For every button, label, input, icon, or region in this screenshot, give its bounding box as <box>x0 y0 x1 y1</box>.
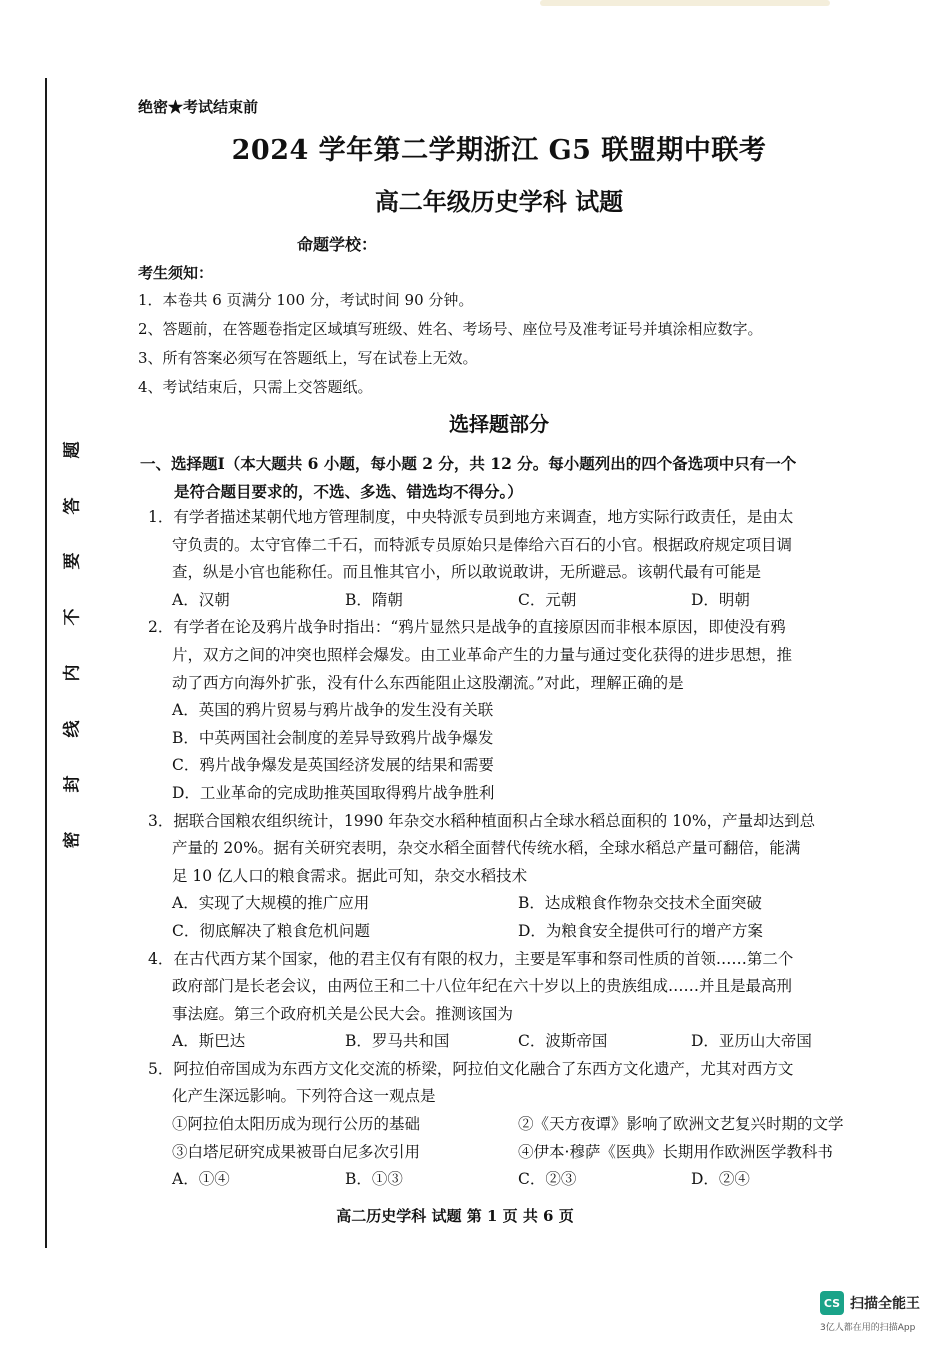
question-stem: 2．有学者在论及鸦片战争时指出：“鸦片显然只是战争的直接原因而非根本原因，即使没有鸦 <box>148 618 786 637</box>
part-heading <box>140 450 870 506</box>
options-row <box>148 890 864 918</box>
secret-label: 绝密★考试结束前 <box>138 98 259 116</box>
option-b: B．隋朝 <box>345 590 403 609</box>
option-d: D．工业革命的完成助推英国取得鸦片战争胜利 <box>172 783 495 802</box>
question-stem: 片，双方之间的冲突也照样会爆发。由工业革命产生的力量与通过变化获得的进步思想，推 <box>172 645 793 664</box>
option-d: D．明朝 <box>691 590 750 609</box>
part-heading-line: 一、选择题Ⅰ（本大题共 6 小题，每小题 2 分，共 12 分。每小题列出的四个备选项中只有一个 <box>140 454 797 473</box>
binding-char: 内 <box>62 664 82 682</box>
options-row <box>148 587 864 615</box>
option-b: B．达成粮食作物杂交技术全面突破 <box>518 894 762 913</box>
camscanner-watermark <box>820 1291 920 1315</box>
statement-2: ②《天方夜谭》影响了欧洲文艺复兴时期的文学 <box>518 1115 844 1134</box>
binding-notice <box>58 440 86 850</box>
exam-subtitle: 高二年级历史学科 试题 <box>374 187 624 216</box>
question-1 <box>148 504 864 614</box>
question-4 <box>148 946 864 1056</box>
binding-line <box>45 78 47 1248</box>
question-stem: 4．在古代西方某个国家，他的君主仅有有限的权力，主要是军事和祭司性质的首领……第二个 <box>148 949 794 968</box>
question-2 <box>148 614 864 807</box>
option-c: C．元朝 <box>518 590 577 609</box>
option-b: B．中英两国社会制度的差异导致鸦片战争爆发 <box>172 728 494 747</box>
option-c: C．鸦片战争爆发是英国经济发展的结果和需要 <box>172 756 494 775</box>
notice-list <box>138 286 898 402</box>
question-stem: 政府部门是长老会议，由两位王和二十八位年纪在六十岁以上的贵族组成……并且是最高刑 <box>172 977 793 996</box>
option-c: C．波斯帝国 <box>518 1032 608 1051</box>
school-label: 命题学校： <box>297 235 378 254</box>
option-a: A．①④ <box>172 1170 230 1189</box>
question-stem: 查，纵是小官也能称任。而且惟其官小，所以敢说敢讲，无所避忌。该朝代最有可能是 <box>172 563 762 582</box>
binding-char: 题 <box>62 441 82 459</box>
option-a: A．实现了大规模的推广应用 <box>172 894 370 913</box>
notice-item: 2、答题前，在答题卷指定区域填写班级、姓名、考场号、座位号及准考证号并填涂相应数字。 <box>138 320 763 338</box>
exam-title: 2024 学年第二学期浙江 G5 联盟期中联考 <box>231 135 767 166</box>
part-heading-line: 是符合题目要求的，不选、多选、错选均不得分。） <box>174 482 523 501</box>
question-stem: 化产生深远影响。下列符合这一观点是 <box>172 1087 436 1106</box>
question-3 <box>148 808 864 946</box>
option-c: C．②③ <box>518 1170 577 1189</box>
option-a: A．汉朝 <box>172 590 230 609</box>
page-footer: 高二历史学科 试题 第 1 页 共 6 页 <box>336 1207 574 1225</box>
option-c: C．彻底解决了粮食危机问题 <box>172 921 370 940</box>
binding-char: 要 <box>62 552 82 570</box>
notice-item: 1．本卷共 6 页满分 100 分，考试时间 90 分钟。 <box>138 291 474 309</box>
option-d: D．为粮食安全提供可行的增产方案 <box>518 921 763 940</box>
scan-smudge <box>540 0 830 6</box>
question-5 <box>148 1056 864 1194</box>
question-stem: 动了西方向海外扩张，没有什么东西能阻止这股潮流。”对此，理解正确的是 <box>172 673 684 692</box>
section-title: 选择题部分 <box>449 412 549 436</box>
binding-char: 答 <box>62 497 82 515</box>
question-stem: 足 10 亿人口的粮食需求。据此可知，杂交水稻技术 <box>172 866 528 885</box>
question-list <box>148 504 864 1194</box>
camscanner-tagline: 3亿人都在用的扫描App <box>820 1323 916 1333</box>
binding-char: 不 <box>62 608 82 626</box>
option-b: B．①③ <box>345 1170 403 1189</box>
question-stem: 事法庭。第三个政府机关是公民大会。推测该国为 <box>172 1004 514 1023</box>
camscanner-name: 扫描全能王 <box>850 1296 920 1312</box>
option-d: D．亚历山大帝国 <box>691 1032 812 1051</box>
statements-row <box>148 1139 864 1167</box>
question-stem: 产量的 20%。据有关研究表明，杂交水稻全面替代传统水稻，全球水稻总产量可翻倍，能满 <box>172 839 801 858</box>
option-a: A．英国的鸦片贸易与鸦片战争的发生没有关联 <box>172 701 494 720</box>
question-stem: 守负责的。太守官俸二千石，而特派专员原始只是俸给六百石的小官。根据政府规定项目调 <box>172 535 793 554</box>
statement-1: ①阿拉伯太阳历成为现行公历的基础 <box>172 1115 421 1134</box>
statement-4: ④伊本·穆萨《医典》长期用作欧洲医学教科书 <box>518 1142 833 1161</box>
question-stem: 1．有学者描述某朝代地方管理制度，中央特派专员到地方来调查，地方实际行政责任，是由太 <box>148 508 794 526</box>
binding-char: 封 <box>62 775 82 793</box>
binding-char: 线 <box>62 720 82 738</box>
statements-row <box>148 1111 864 1139</box>
options-row <box>148 1028 864 1056</box>
notice-heading: 考生须知： <box>138 264 214 282</box>
option-a: A．斯巴达 <box>172 1032 246 1051</box>
camscanner-icon: CS <box>820 1291 844 1315</box>
statement-3: ③白塔尼研究成果被哥白尼多次引用 <box>172 1142 421 1161</box>
options-row <box>148 1166 864 1194</box>
question-stem: 3．据联合国粮农组织统计，1990 年杂交水稻种植面积占全球水稻总面积的 10%，产量却达到总 <box>148 811 816 830</box>
options-row <box>148 918 864 946</box>
question-stem: 5．阿拉伯帝国成为东西方文化交流的桥梁，阿拉伯文化融合了东西方文化遗产，尤其对西方文 <box>148 1059 794 1078</box>
option-d: D．②④ <box>691 1170 750 1189</box>
notice-item: 4、考试结束后，只需上交答题纸。 <box>138 378 373 396</box>
binding-char: 密 <box>62 831 82 849</box>
option-b: B．罗马共和国 <box>345 1032 450 1051</box>
notice-item: 3、所有答案必须写在答题纸上，写在试卷上无效。 <box>138 349 478 367</box>
